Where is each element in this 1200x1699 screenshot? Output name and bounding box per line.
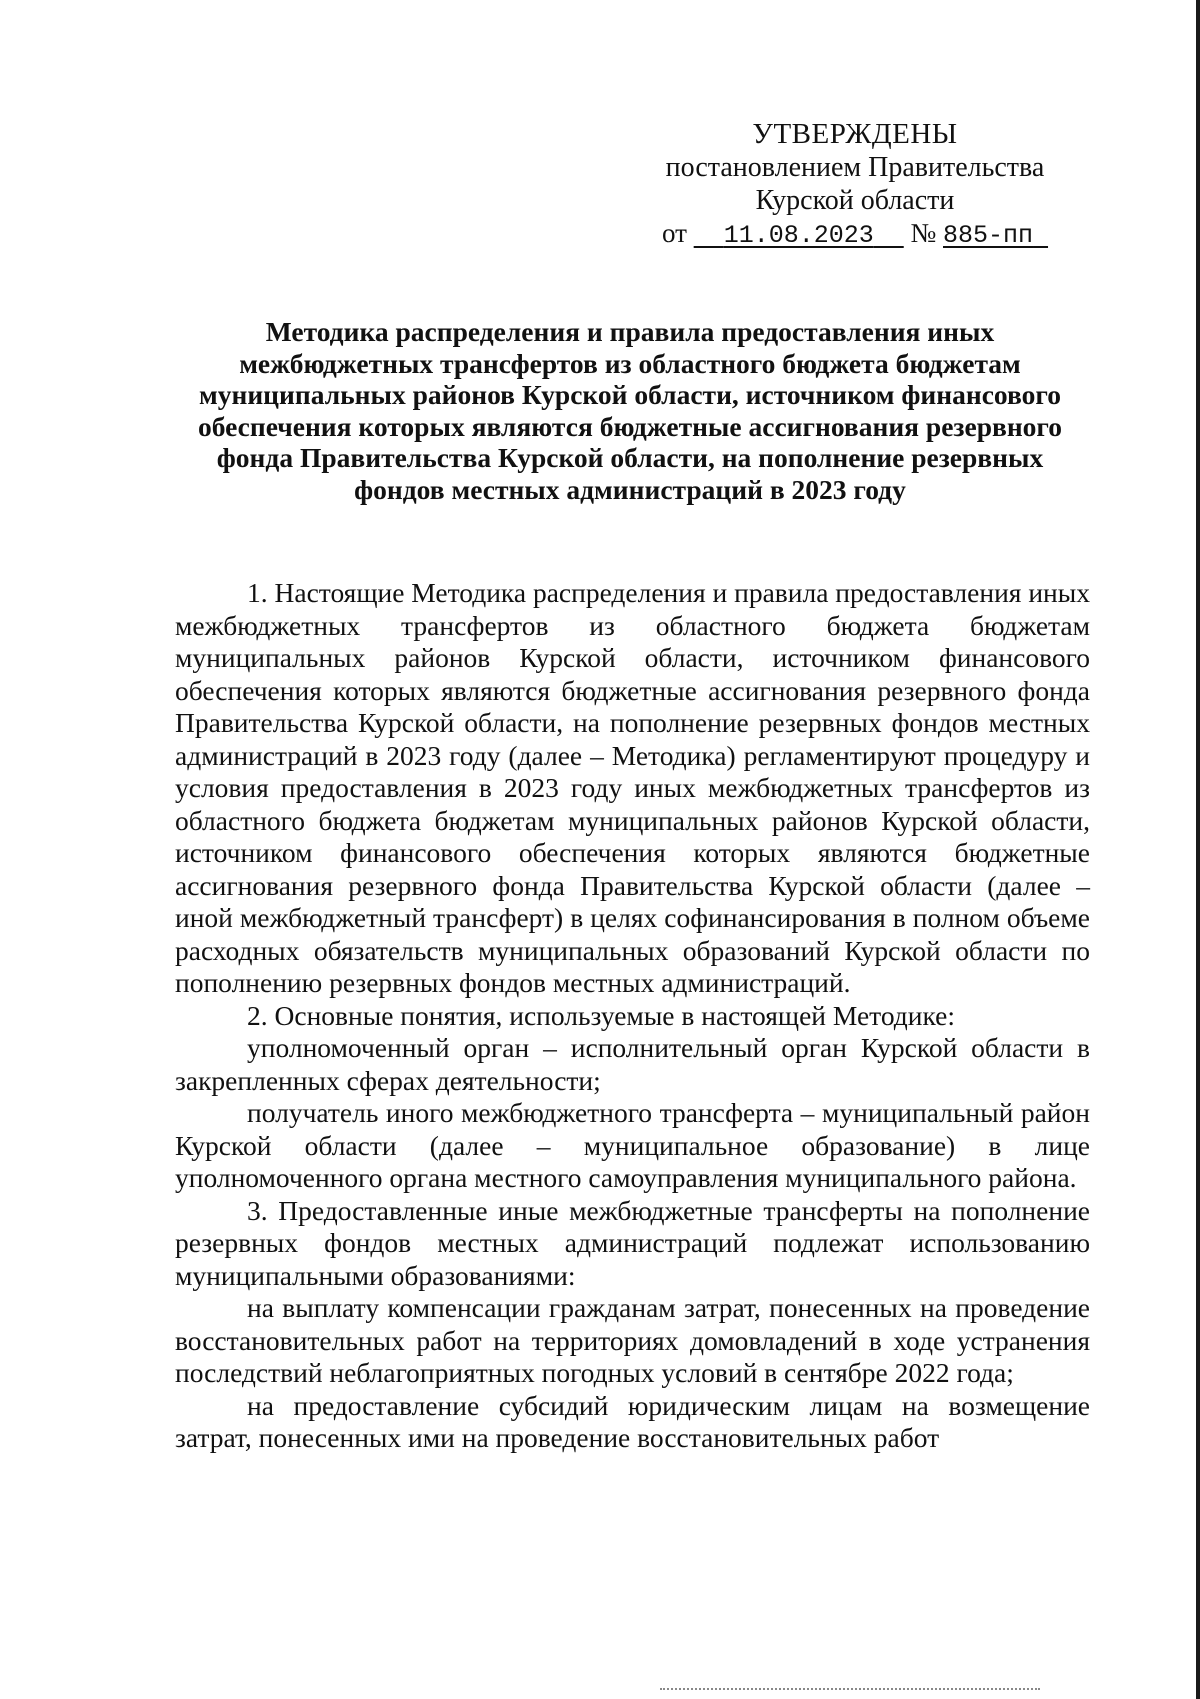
- approval-stamp: [640, 118, 1070, 252]
- paragraph-4: получатель иного межбюджетного трансферта – муниципальный район Курской области (далее – муниципальное образование) в лице уполномоченного органа местного самоуправления муниципального района.: [175, 1097, 1090, 1193]
- document-body: [175, 577, 1090, 1455]
- paragraph-6: на выплату компенсации гражданам затрат, понесенных на проведение восстановительных работ на территориях домовладений в ходе устранения последствий неблагоприятных погодных условий в сентябре 2022 года;: [175, 1292, 1090, 1388]
- approval-line-2: Курской области: [755, 185, 955, 216]
- paragraph-3: уполномоченный орган – исполнительный орган Курской области в закрепленных сферах деятельности;: [175, 1032, 1090, 1096]
- paragraph-5: 3. Предоставленные иные межбюджетные трансферты на пополнение резервных фондов местных администраций подлежат использованию муниципальными образованиями:: [175, 1194, 1090, 1291]
- date-prefix: от: [661, 218, 687, 248]
- document-title: Методика распределения и правила предоставления иных межбюджетных трансфертов из областного бюджета бюджетам муниципальных районов Курской области, источником финансового обеспечения которых являются бюджетные ассигнования резервного фонда Правительства Курской области, на пополнение резервных фондов местных администраций в 2023 году: [198, 316, 1062, 505]
- number-prefix: №: [910, 218, 937, 248]
- paragraph-1: 1. Настоящие Методика распределения и правила предоставления иных межбюджетных трансфертов из областного бюджета бюджетам муниципальных районов Курской области, источником финансового обеспечения которых являются бюджетные ассигнования резервного фонда Правительства Курской области, на пополнение резервных фондов местных администраций в 2023 году (далее – Методика) регламентируют процедуру и условия предоставления в 2023 году иных межбюджетных трансфертов из областного бюджета бюджетам муниципальных районов Курской области, источником финансового обеспечения которых являются бюджетные ассигнования резервного фонда Правительства Курской области (далее – иной межбюджетный трансферт) в целях софинансирования в полном объеме расходных обязательств муниципальных образований Курской области по пополнению резервных фондов местных администраций.: [175, 577, 1090, 998]
- scan-artifact-line: [660, 1688, 1040, 1692]
- approval-date-value: 11.08.2023: [723, 221, 874, 250]
- approval-line-1: постановлением Правительства: [665, 152, 1045, 183]
- paragraph-2: 2. Основные понятия, используемые в настоящей Методике:: [247, 999, 956, 1031]
- approval-date: [694, 221, 904, 250]
- scan-edge: [1196, 0, 1200, 1699]
- approval-date-line: [640, 217, 1070, 252]
- approval-number-value: 885-пп: [943, 221, 1034, 250]
- approval-title: УТВЕРЖДЕНЫ: [752, 118, 958, 150]
- approval-number: [943, 221, 1048, 250]
- paragraph-7: на предоставление субсидий юридическим лицам на возмещение затрат, понесенных ими на проведение восстановительных работ: [175, 1389, 1090, 1453]
